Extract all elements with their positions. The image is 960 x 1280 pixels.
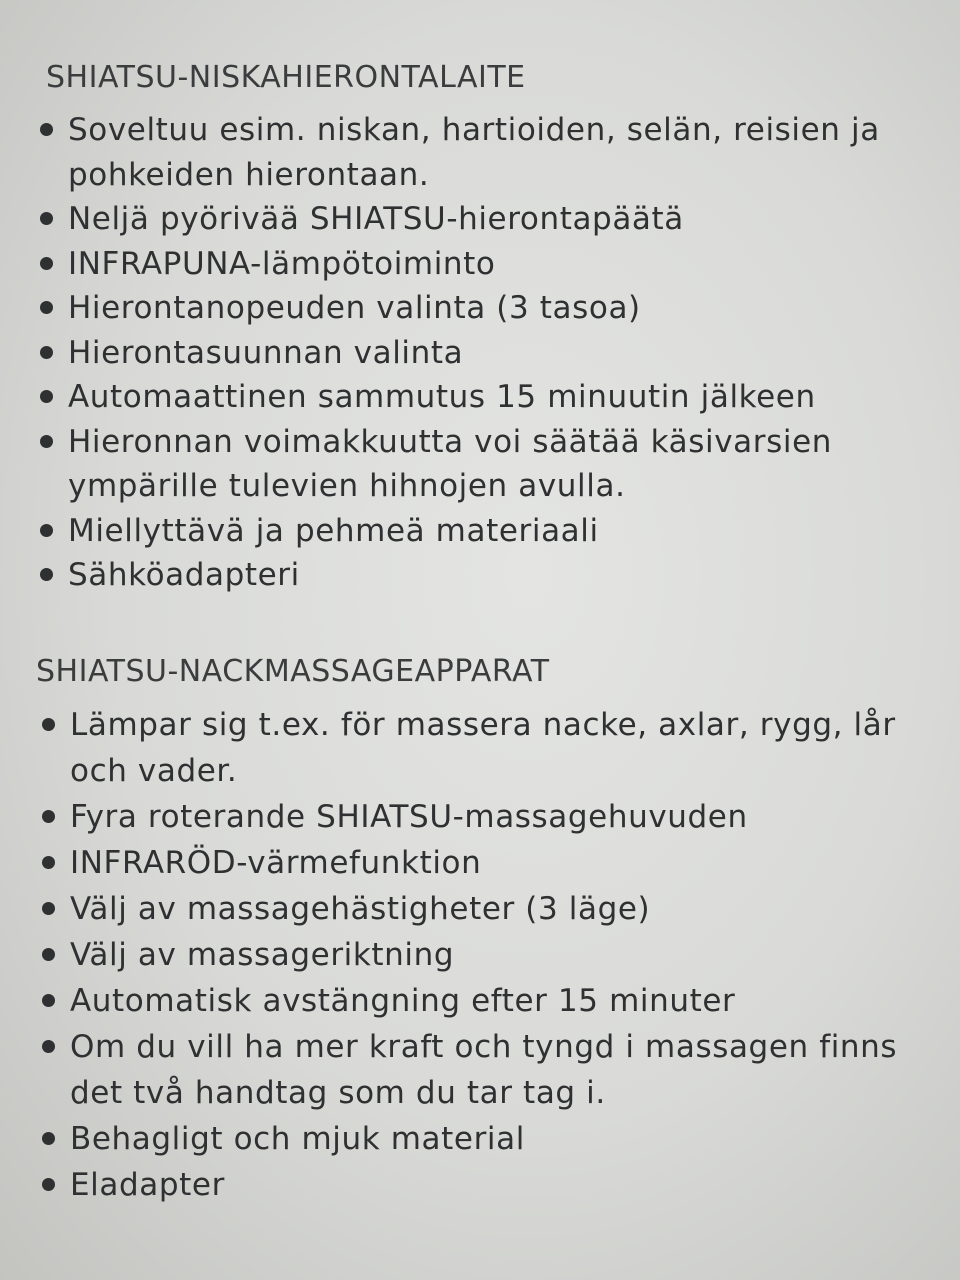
list-item xyxy=(0,286,960,331)
bullet-dot-icon xyxy=(42,994,55,1007)
list-item-text: Välj av massagehästigheter (3 läge) xyxy=(70,891,651,927)
list-item xyxy=(0,886,960,932)
bullet-dot-icon xyxy=(40,390,53,403)
list-item-text: Lämpar sig t.ex. för massera nacke, axlar, rygg, lår och vader. xyxy=(70,707,896,789)
list-item-text: Hieronnan voimakkuutta voi säätää käsivarsien ympärille tulevien hihnojen avulla. xyxy=(68,423,833,504)
list-item-text: Om du vill ha mer kraft och tyngd i massagen finns det två handtag som du tar tag i. xyxy=(70,1029,898,1111)
list-item-text: Välj av massageriktning xyxy=(70,937,455,973)
list-item-text: Fyra roterande SHIATSU-massagehuvuden xyxy=(70,799,748,835)
list-item xyxy=(0,978,960,1024)
bullet-dot-icon xyxy=(42,718,55,731)
list-item-text: Neljä pyörivää SHIATSU-hierontapäätä xyxy=(68,201,684,237)
bullet-dot-icon xyxy=(42,902,55,915)
bullet-dot-icon xyxy=(42,948,55,961)
list-item xyxy=(0,420,960,509)
list-item-text: Soveltuu esim. niskan, hartioiden, selän, reisien ja pohkeiden hierontaan. xyxy=(68,112,880,193)
list-item-text: Eladapter xyxy=(70,1167,225,1203)
list-item xyxy=(0,794,960,840)
swedish-feature-list xyxy=(0,702,960,1208)
list-item xyxy=(0,702,960,794)
list-item xyxy=(0,375,960,420)
bullet-dot-icon xyxy=(40,301,53,314)
list-item-text: INFRAPUNA-lämpötoiminto xyxy=(68,245,496,282)
list-item-text: Behagligt och mjuk material xyxy=(70,1121,525,1157)
list-item xyxy=(0,1024,960,1116)
list-item-text: Hierontasuunnan valinta xyxy=(68,334,464,371)
list-item-text: INFRARÖD-värmefunktion xyxy=(70,845,482,881)
list-item-text: Automatisk avstängning efter 15 minuter xyxy=(70,983,736,1019)
list-item xyxy=(0,242,960,287)
bullet-dot-icon xyxy=(40,257,53,270)
list-item-text: Hierontanopeuden valinta (3 tasoa) xyxy=(68,290,641,326)
bullet-dot-icon xyxy=(40,346,53,359)
bullet-dot-icon xyxy=(40,212,53,225)
list-item-text: Miellyttävä ja pehmeä materiaali xyxy=(68,512,599,549)
list-item xyxy=(0,331,960,376)
bullet-dot-icon xyxy=(42,1178,55,1191)
list-item xyxy=(0,108,960,197)
list-item xyxy=(0,509,960,554)
list-item-text: Automaattinen sammutus 15 minuutin jälkeen xyxy=(68,379,816,415)
bullet-dot-icon xyxy=(40,568,53,581)
bullet-dot-icon xyxy=(42,1132,55,1145)
swedish-heading: SHIATSU-NACKMASSAGEAPPARAT xyxy=(36,654,550,689)
bullet-dot-icon xyxy=(40,524,53,537)
bullet-dot-icon xyxy=(40,435,53,448)
list-item xyxy=(0,932,960,978)
list-item-text: Sähköadapteri xyxy=(68,557,300,593)
list-item xyxy=(0,197,960,242)
bullet-dot-icon xyxy=(42,810,55,823)
finnish-section xyxy=(0,58,960,598)
bullet-dot-icon xyxy=(42,1040,55,1053)
swedish-section xyxy=(0,652,960,1208)
finnish-heading: SHIATSU-NISKAHIERONTALAITE xyxy=(46,60,526,95)
list-item xyxy=(0,840,960,886)
bullet-dot-icon xyxy=(42,856,55,869)
list-item xyxy=(0,1162,960,1208)
bullet-dot-icon xyxy=(40,123,53,136)
finnish-feature-list xyxy=(0,108,960,598)
list-item xyxy=(0,1116,960,1162)
list-item xyxy=(0,553,960,598)
